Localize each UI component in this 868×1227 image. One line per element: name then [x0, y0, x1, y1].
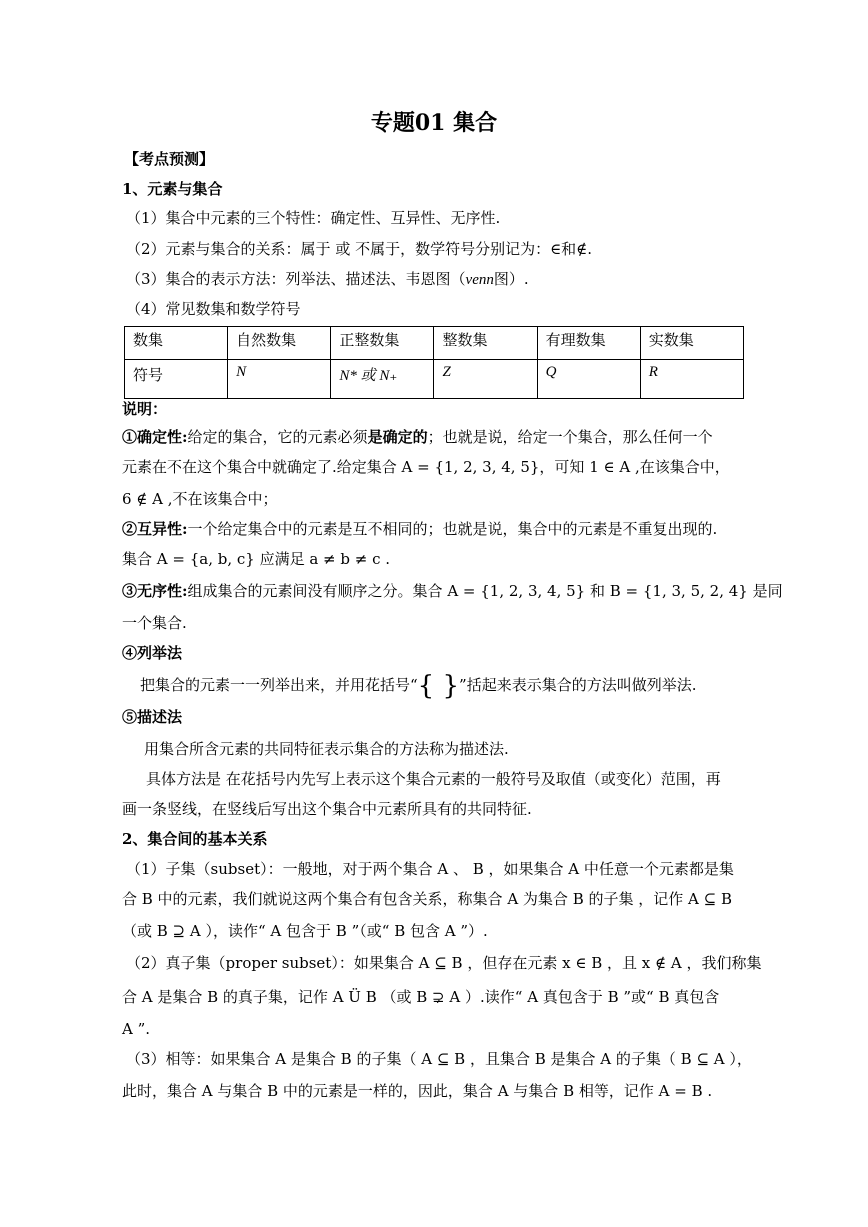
venn-term: venn: [465, 272, 494, 288]
brace-symbol: { }: [417, 671, 460, 701]
table-row-label: 符号: [125, 360, 228, 399]
note-1-line-3: 6 ∉ A ,不在该集合中；: [122, 490, 278, 508]
s1-paragraph-4: （4）常见数集和数学符号: [126, 300, 301, 318]
table-cell: N* 或 N₊: [331, 360, 434, 399]
notes-label: 说明：: [122, 400, 168, 418]
note-5-line-3: 画一条竖线，在竖线后写出这个集合中元素所具有的共同特征.: [122, 800, 532, 818]
note-5-head: ⑤描述法: [122, 708, 183, 726]
s2-p3-line-2: 此时，集合 A 与集合 B 中的元素是一样的，因此，集合 A 与集合 B 相等，记作 A = B .: [122, 1082, 713, 1100]
table-header-cell: 有理数集: [537, 327, 640, 360]
note-5-line-1: 用集合所含元素的共同特征表示集合的方法称为描述法.: [144, 740, 509, 758]
table-cell: N: [228, 360, 331, 399]
number-sets-table: [124, 326, 744, 399]
s2-p2-line-2: 合 A 是集合 B 的真子集，记作 A Ü B （或 B ⊋ A ）.读作“ A 真包含于 B ”或“ B 真包含: [122, 988, 720, 1006]
note-3-head: ③无序性:: [122, 582, 188, 600]
table-header-cell: 实数集: [640, 327, 743, 360]
table-row: [125, 360, 744, 399]
note-2-text: 一个给定集合中的元素是互不相同的；也就是说，集合中的元素是不重复出现的.: [187, 520, 718, 538]
note-2-head: ②互异性:: [122, 520, 188, 538]
table-row: [125, 327, 744, 360]
note-4-text-a: 把集合的元素一一列举出来，并用花括号“: [140, 676, 418, 694]
section-1-heading: 1、元素与集合: [122, 180, 223, 198]
s2-p3-line-1: （3）相等：如果集合 A 是集合 B 的子集（ A ⊆ B ，且集合 B 是集合 A 的子集（ B ⊆ A ），: [126, 1050, 752, 1068]
s1-paragraph-3: [126, 268, 756, 291]
s1-p3-text-end: 图）.: [493, 270, 529, 288]
note-1-head: ①确定性:: [122, 428, 188, 446]
note-1-line-1: [122, 426, 752, 448]
note-1-bold: 是确定的: [367, 428, 428, 446]
page-title: 专题01 集合: [370, 110, 498, 136]
section-heading: 【考点预测】: [124, 150, 215, 168]
note-2-line-2: 集合 A = {a, b, c} 应满足 a ≠ b ≠ c .: [122, 550, 391, 568]
s2-p1-line-3: （或 B ⊇ A ），读作“ A 包含于 B ”（或“ B 包含 A ”）.: [122, 922, 488, 940]
table-cell: Z: [434, 360, 537, 399]
note-4-head: ④列举法: [122, 644, 183, 662]
s2-p2-line-3: A ”.: [122, 1020, 151, 1038]
note-3-line-2: 一个集合.: [122, 614, 187, 632]
table-header-cell: 自然数集: [228, 327, 331, 360]
note-3-line-1: [122, 580, 783, 602]
note-4-text-b: ”括起来表示集合的方法叫做列举法.: [459, 676, 697, 694]
table-header-cell: 正整数集: [331, 327, 434, 360]
note-3-text: 组成集合的元素间没有顺序之分。集合 A = {1, 2, 3, 4, 5} 和 B = {1, 3, 5, 2, 4} 是同: [187, 582, 783, 600]
note-1-text: 给定的集合，它的元素必须: [187, 428, 368, 446]
note-5-line-2: 具体方法是 在花括号内先写上表示这个集合元素的一般符号及取值（或变化）范围，再: [146, 770, 721, 788]
s2-p2-line-1: （2）真子集（proper subset）：如果集合 A ⊆ B ，但存在元素 x ∈ B ，且 x ∉ A ，我们称集: [126, 954, 762, 972]
note-2-line-1: [122, 518, 752, 540]
section-2-heading: 2、集合间的基本关系: [122, 830, 268, 848]
table-header-cell: 数集: [125, 327, 228, 360]
table-cell: Q: [537, 360, 640, 399]
table-cell: R: [640, 360, 743, 399]
s1-paragraph-2: （2）元素与集合的关系：属于 或 不属于，数学符号分别记为：∈和∉.: [126, 240, 593, 258]
s2-p1-line-1: （1）子集（subset）：一般地，对于两个集合 A 、 B ，如果集合 A 中任意一个元素都是集: [126, 860, 734, 878]
s1-p3-text: （3）集合的表示方法：列举法、描述法、韦恩图（: [126, 270, 466, 288]
table-header-cell: 整数集: [434, 327, 537, 360]
s1-paragraph-1: （1）集合中元素的三个特性：确定性、互异性、无序性.: [126, 209, 501, 227]
note-1-text-end: ；也就是说，给定一个集合，那么任何一个: [427, 428, 713, 446]
note-4-text: [140, 671, 770, 701]
note-1-line-2: 元素在不在这个集合中就确定了.给定集合 A = {1, 2, 3, 4, 5}，可知 1 ∈ A ,在该集合中，: [122, 458, 730, 476]
s2-p1-line-2: 合 B 中的元素，我们就说这两个集合有包含关系，称集合 A 为集合 B 的子集 ，记作 A ⊆ B: [122, 890, 732, 908]
